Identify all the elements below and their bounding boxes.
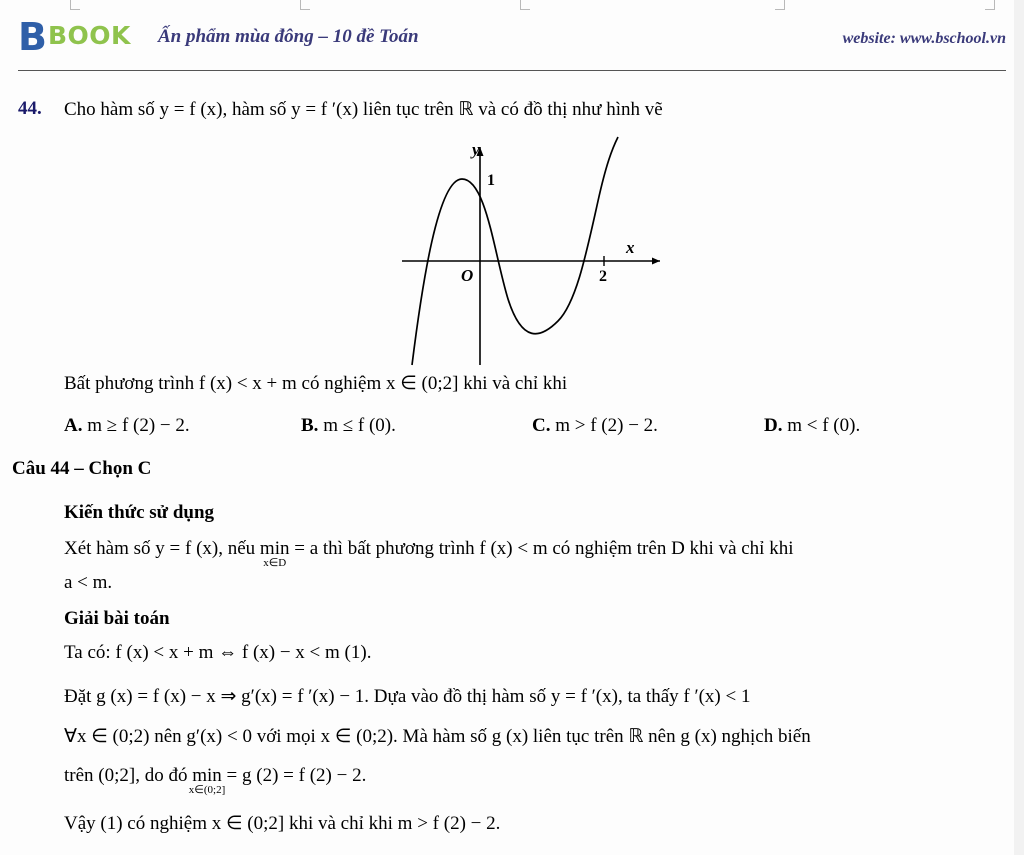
min-operator-interval: [188, 765, 226, 796]
option-a-label: A.: [64, 415, 83, 436]
crop-mark: [70, 0, 80, 10]
solution-line-5: Vậy (1) có nghiệm x ∈ (0;2] khi và chỉ khi m > f (2) − 2.: [64, 813, 501, 834]
option-d-text: m < f (0).: [787, 415, 861, 436]
option-d[interactable]: [764, 415, 860, 437]
solve-heading: Giải bài toán: [64, 608, 170, 629]
option-b[interactable]: [301, 415, 396, 437]
knowledge-line-1: [64, 538, 794, 569]
min-operator-subscript: x∈D: [263, 557, 287, 569]
page-header: [18, 15, 1006, 64]
svg-text:2: 2: [599, 268, 607, 285]
option-a-text: m ≥ f (2) − 2.: [87, 415, 190, 436]
min-operator-domain: [259, 538, 290, 569]
question-text: Cho hàm số y = f (x), hàm số y = f ′(x) liên tục trên ℝ và có đồ thị như hình vẽ: [64, 99, 663, 120]
crop-mark: [520, 0, 530, 10]
option-b-label: B.: [301, 415, 319, 436]
solution-heading: Câu 44 – Chọn C: [12, 458, 152, 479]
svg-text:y: y: [472, 140, 480, 159]
option-c[interactable]: [532, 415, 658, 437]
knowledge-line-1-part-b: = a thì bất phương trình f (x) < m có nghiệm trên D khi và chỉ khi: [289, 538, 794, 559]
min-operator-label: min: [259, 538, 290, 559]
crop-mark: [300, 0, 310, 10]
knowledge-line-1-part-a: Xét hàm số y = f (x), nếu: [64, 538, 260, 559]
solution-line-4: [64, 765, 367, 796]
solution-line-4-part-a: trên (0;2], do đó: [64, 765, 193, 786]
solution-line-3: ∀x ∈ (0;2) nên g′(x) < 0 với mọi x ∈ (0;2). Mà hàm số g (x) liên tục trên ℝ nên g (x) nghịch biến: [64, 726, 811, 747]
derivative-graph: [390, 135, 680, 370]
knowledge-line-2: a < m.: [64, 572, 113, 593]
svg-text:1: 1: [487, 172, 495, 189]
svg-text:x: x: [626, 238, 635, 257]
header-website: website: www.bschool.vn: [842, 30, 1006, 47]
brand-logo: [18, 15, 131, 59]
crop-mark: [775, 0, 785, 10]
option-c-label: C.: [532, 415, 551, 436]
option-a[interactable]: [64, 415, 190, 437]
min-operator-interval-subscript: x∈(0;2]: [188, 784, 226, 796]
page-edge-strip: [1014, 0, 1024, 855]
option-d-label: D.: [764, 415, 783, 436]
knowledge-heading: Kiến thức sử dụng: [64, 502, 215, 523]
solution-line-1: Ta có: f (x) < x + m ⇔ f (x) − x < m (1).: [64, 642, 372, 663]
crop-marks-row: [0, 0, 1024, 14]
crop-mark: [985, 0, 995, 10]
solution-line-2: Đặt g (x) = f (x) − x ⇒ g′(x) = f ′(x) − 1. Dựa vào đồ thị hàm số y = f ′(x), ta thấy f ′(x) < 1: [64, 686, 751, 707]
header-divider: [18, 70, 1006, 71]
header-title: Ấn phẩm mùa đông – 10 đề Toán: [158, 26, 419, 47]
min-operator-interval-label: min: [192, 765, 222, 786]
option-c-text: m > f (2) − 2.: [555, 415, 658, 436]
brand-word-book: BOOK: [47, 21, 131, 50]
question-number: 44.: [18, 98, 42, 119]
inequality-statement: Bất phương trình f (x) < x + m có nghiệm x ∈ (0;2] khi và chỉ khi: [64, 373, 568, 394]
brand-letter-b: B: [18, 15, 46, 59]
option-b-text: m ≤ f (0).: [323, 415, 396, 436]
solution-line-4-part-b: = g (2) = f (2) − 2.: [221, 765, 367, 786]
svg-text:O: O: [461, 266, 474, 285]
